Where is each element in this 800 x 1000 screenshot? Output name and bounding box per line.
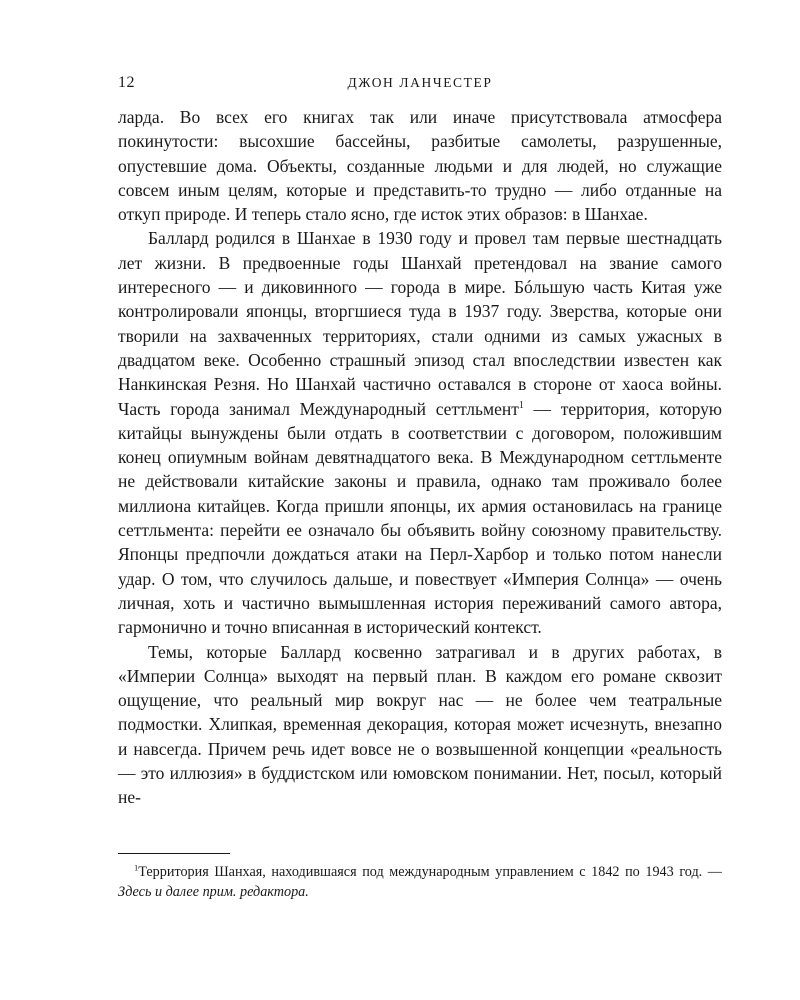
- footnote-marker: 1: [134, 862, 139, 873]
- footnote-reference[interactable]: 1: [518, 399, 524, 411]
- paragraph-2: [118, 226, 722, 639]
- paragraph-1: ларда. Во всех его книгах так или иначе присутствовала атмосфера покинутости: высохшие бассейны, разбитые самолеты, разрушенные, опустевшие дома. Объекты, созданные людьми и для людей, но служащие совсем иным целям, которые и представить-то трудно — либо отданные на откуп природе. И теперь стало ясно, где исток этих образов: в Шанхае.: [118, 107, 722, 225]
- footnote-divider: [118, 853, 230, 854]
- paragraph-2-part-1: Баллард родился в Шанхае в 1930 году и провел там первые шестнадцать лет жизни. В предвоенные годы Шанхай претендовал на звание самого интересного — и диковинного — города в мире. Бóльшую часть Китая уже контролировали японцы, вторгшиеся туда в 1937 году. Зверства, которые они творили на захваченных территориях, стали одними из самых ужасных в двадцатом веке. Особенно страшный эпизод стал впоследствии известен как Нанкинская Резня. Но Шанхай частично оставался в стороне от хаоса войны. Часть города занимал Международный сеттльмент: [118, 228, 722, 419]
- paragraph-2-part-2: — территория, которую китайцы вынуждены были отдать в соответствии с договором, положившим конец опиумным войнам девятнадцатого века. В Международном сеттльменте не действовали китайские законы и правила, однако там проживало более миллиона китайцев. Когда пришли японцы, их армия остановилась на границе сеттльмента: перейти ее означало бы объявить войну союзному правительству. Японцы предпочли дождаться атаки на Перл-Харбор и только потом нанесли удар. О том, что случилось дальше, и повествует «Империя Солнца» — очень личная, хоть и частично вымышленная история переживаний самого автора, гармонично и точно вписанная в исторический контекст.: [118, 398, 722, 638]
- footnote-italic-text: Здесь и далее прим. редактора.: [118, 884, 309, 900]
- paragraph-3: Темы, которые Баллард косвенно затрагивал и в других работах, в «Империи Солнца» выходят на первый план. В каждом его романе сквозит ощущение, что реальный мир вокруг нас — не более чем театральные подмостки. Хлипкая, временная декорация, которая может исчезнуть, внезапно и навсегда. Причем речь идет вовсе не о возвышенной концепции «реальность — это иллюзия» в буддистском или юмовском понимании. Нет, посыл, который не-: [118, 641, 722, 808]
- running-title: ДЖОН ЛАНЧЕСТЕР: [347, 75, 493, 90]
- book-page: [118, 0, 722, 1000]
- footnote-text: Территория Шанхая, находившаяся под международным управлением с 1842 по 1943 год. —: [138, 864, 722, 880]
- body-text: [118, 105, 722, 810]
- running-head: [118, 74, 722, 94]
- footnote: [118, 862, 722, 902]
- page-number: 12: [118, 74, 135, 91]
